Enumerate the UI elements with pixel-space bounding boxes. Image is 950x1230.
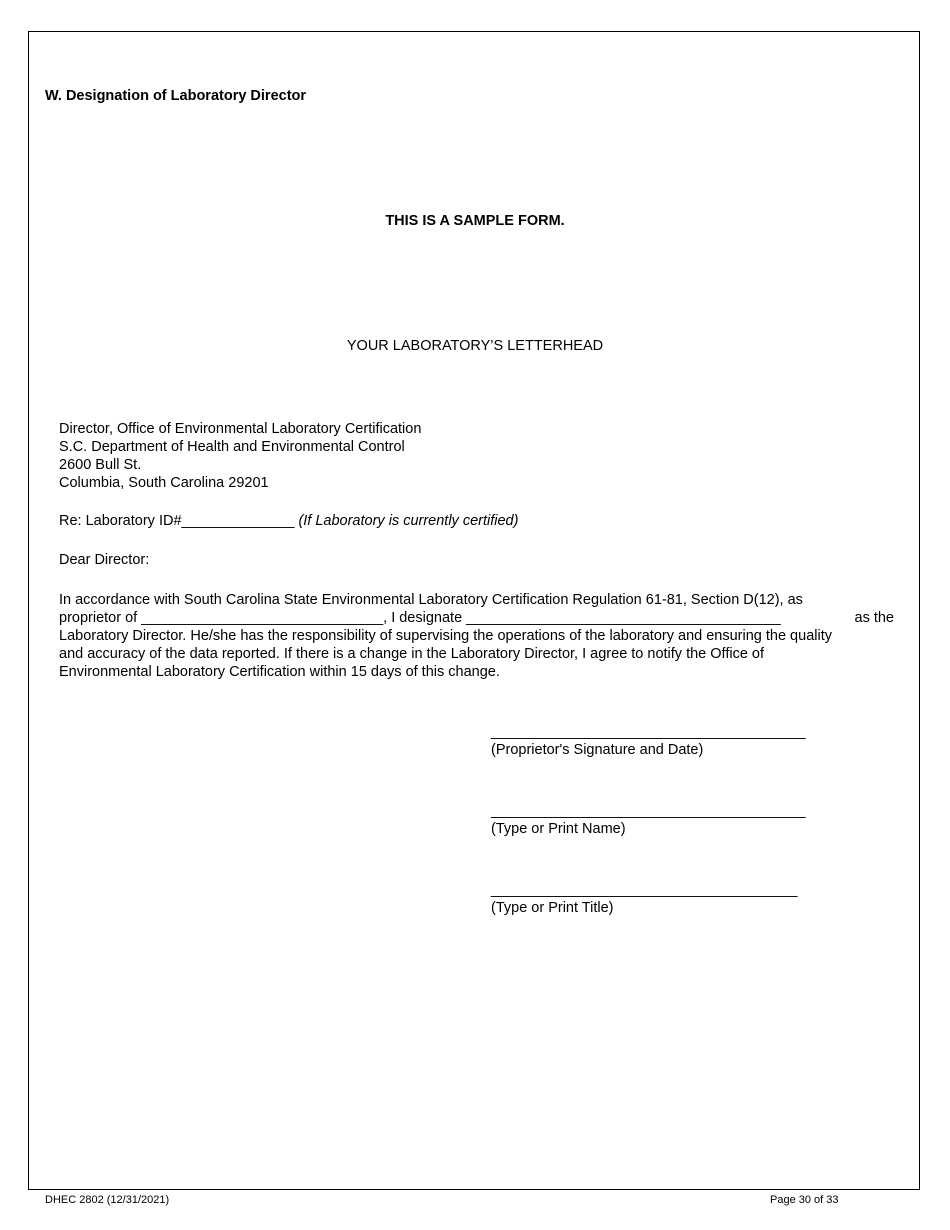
address-line-1: Director, Office of Environmental Laboratory Certification — [59, 421, 422, 437]
address-line-4: Columbia, South Carolina 29201 — [59, 475, 269, 491]
title-label: (Type or Print Title) — [491, 900, 614, 916]
paragraph-line-1: In accordance with South Carolina State Environmental Laboratory Certification Regulation 61-81, Section D(12), as — [59, 592, 803, 608]
paragraph-line-4: and accuracy of the data reported. If there is a change in the Laboratory Director, I agree to notify the Office of — [59, 646, 765, 662]
reference-laboratory-id: Re: Laboratory ID#______________ — [59, 513, 299, 529]
address-line-3: 2600 Bull St. — [59, 457, 142, 473]
section-heading: W. Designation of Laboratory Director — [45, 88, 307, 104]
paragraph-line-2-blanks: proprietor of ______________________________, I designate _______________________________________ — [59, 610, 781, 626]
paragraph-line-5: Environmental Laboratory Certification within 15 days of this change. — [59, 664, 500, 680]
signature-block-proprietor — [491, 723, 806, 759]
name-line: _______________________________________ — [491, 803, 806, 819]
footer-form-id: DHEC 2802 (12/31/2021) — [45, 1194, 170, 1206]
recipient-address — [59, 420, 421, 492]
sample-form-notice: THIS IS A SAMPLE FORM. — [385, 213, 565, 229]
signature-label: (Proprietor's Signature and Date) — [491, 742, 704, 758]
paragraph-line-2 — [59, 609, 894, 627]
address-line-2: S.C. Department of Health and Environmental Control — [59, 439, 405, 455]
title-line: ______________________________________ — [491, 882, 798, 898]
reference-note: (If Laboratory is currently certified) — [298, 513, 519, 529]
name-label: (Type or Print Name) — [491, 821, 626, 837]
reference-line — [59, 513, 518, 529]
paragraph-line-3: Laboratory Director. He/she has the responsibility of supervising the operations of the laboratory and ensuring the quality — [59, 628, 832, 644]
signature-block-name — [491, 802, 806, 838]
paragraph-line-2-end: as the — [854, 610, 894, 626]
salutation: Dear Director: — [59, 552, 150, 568]
designation-paragraph — [59, 591, 894, 681]
signature-line: _______________________________________ — [491, 724, 806, 740]
letterhead-placeholder: YOUR LABORATORY’S LETTERHEAD — [346, 338, 604, 354]
footer-page-number: Page 30 of 33 — [770, 1194, 839, 1206]
signature-block-title — [491, 881, 797, 917]
